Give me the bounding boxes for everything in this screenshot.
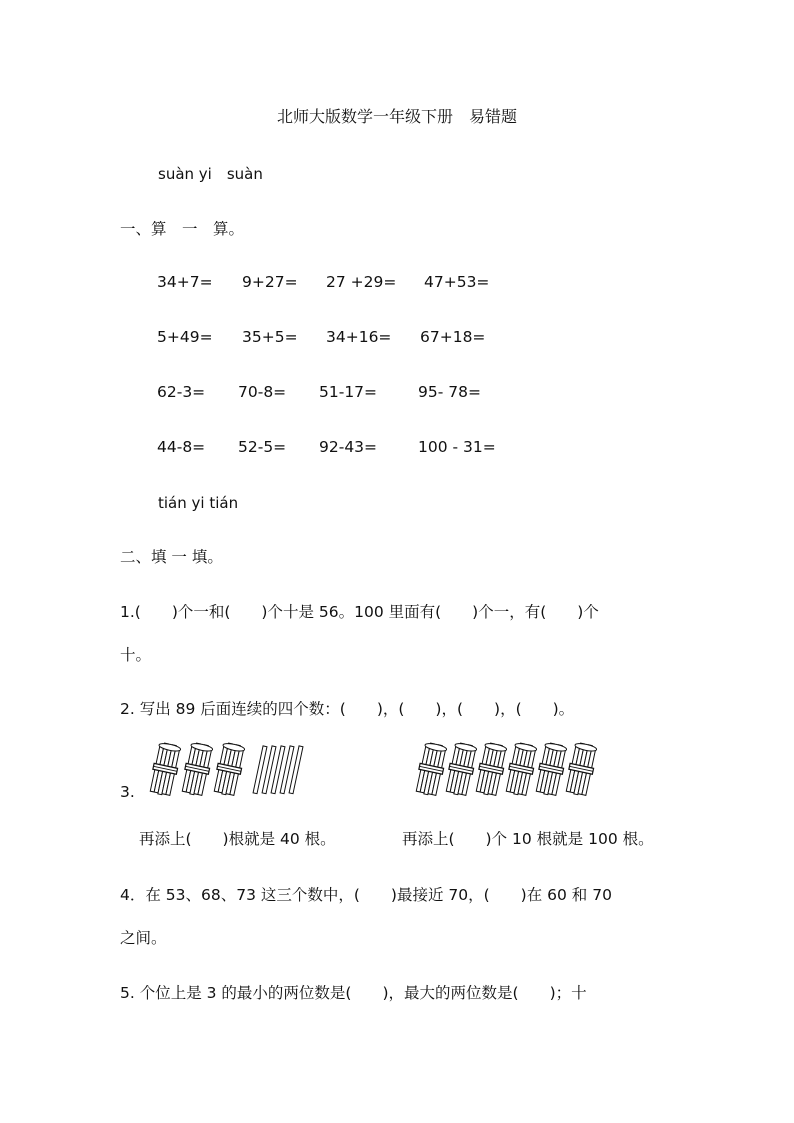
section2-pinyin: tián yi tián <box>158 494 239 512</box>
section2-heading: 二、填 一 填。 <box>120 548 223 566</box>
section1-pinyin: suàn yi suàn <box>158 165 263 183</box>
right-group <box>414 742 598 797</box>
problem: 70-8= <box>238 383 287 401</box>
problem: 5+49= <box>157 328 213 346</box>
question-3-left: 再添上( )根就是 40 根。 <box>139 830 336 848</box>
bundle-of-ten <box>148 742 182 797</box>
question-5-line1: 5. 个位上是 3 的最小的两位数是( )，最大的两位数是( )；十 <box>120 984 587 1002</box>
stick-bundles-figure <box>140 738 680 800</box>
bundle-of-ten <box>414 742 448 797</box>
question-4-line2: 之间。 <box>120 929 167 947</box>
question-4-line1: 4．在 53、68、73 这三个数中，( )最接近 70，( )在 60 和 70 <box>120 886 612 904</box>
problem: 62-3= <box>157 383 206 401</box>
problem: 92-43= <box>319 438 378 456</box>
problem: 95- 78= <box>418 383 481 401</box>
problem: 100 - 31= <box>418 438 496 456</box>
bundle-of-ten <box>474 742 508 797</box>
bundle-of-ten <box>534 742 568 797</box>
problem: 51-17= <box>319 383 378 401</box>
bundle-of-ten <box>564 742 598 797</box>
question-1-line2: 十。 <box>120 646 152 664</box>
problem: 52-5= <box>238 438 287 456</box>
problem: 67+18= <box>420 328 486 346</box>
section1-heading: 一、算 一 算。 <box>120 220 245 238</box>
problem: 34+16= <box>326 328 392 346</box>
question-1-line1: 1.( )个一和( )个十是 56。100 里面有( )个一，有( )个 <box>120 603 599 621</box>
page-title: 北师大版数学一年级下册 易错题 <box>276 107 517 126</box>
left-group <box>148 742 303 797</box>
problem: 9+27= <box>242 273 298 291</box>
problem: 27 +29= <box>326 273 397 291</box>
problem: 34+7= <box>157 273 213 291</box>
problem: 35+5= <box>242 328 298 346</box>
bundle-of-ten <box>180 742 214 797</box>
problem: 47+53= <box>424 273 490 291</box>
question-2: 2. 写出 89 后面连续的四个数：( )，( )，( )，( )。 <box>120 700 575 718</box>
bundle-of-ten <box>504 742 538 797</box>
bundle-of-ten <box>212 742 246 797</box>
question-3-number: 3. <box>120 783 135 801</box>
question-3-right: 再添上( )个 10 根就是 100 根。 <box>402 830 654 848</box>
problem: 44-8= <box>157 438 206 456</box>
bundle-of-ten <box>444 742 478 797</box>
